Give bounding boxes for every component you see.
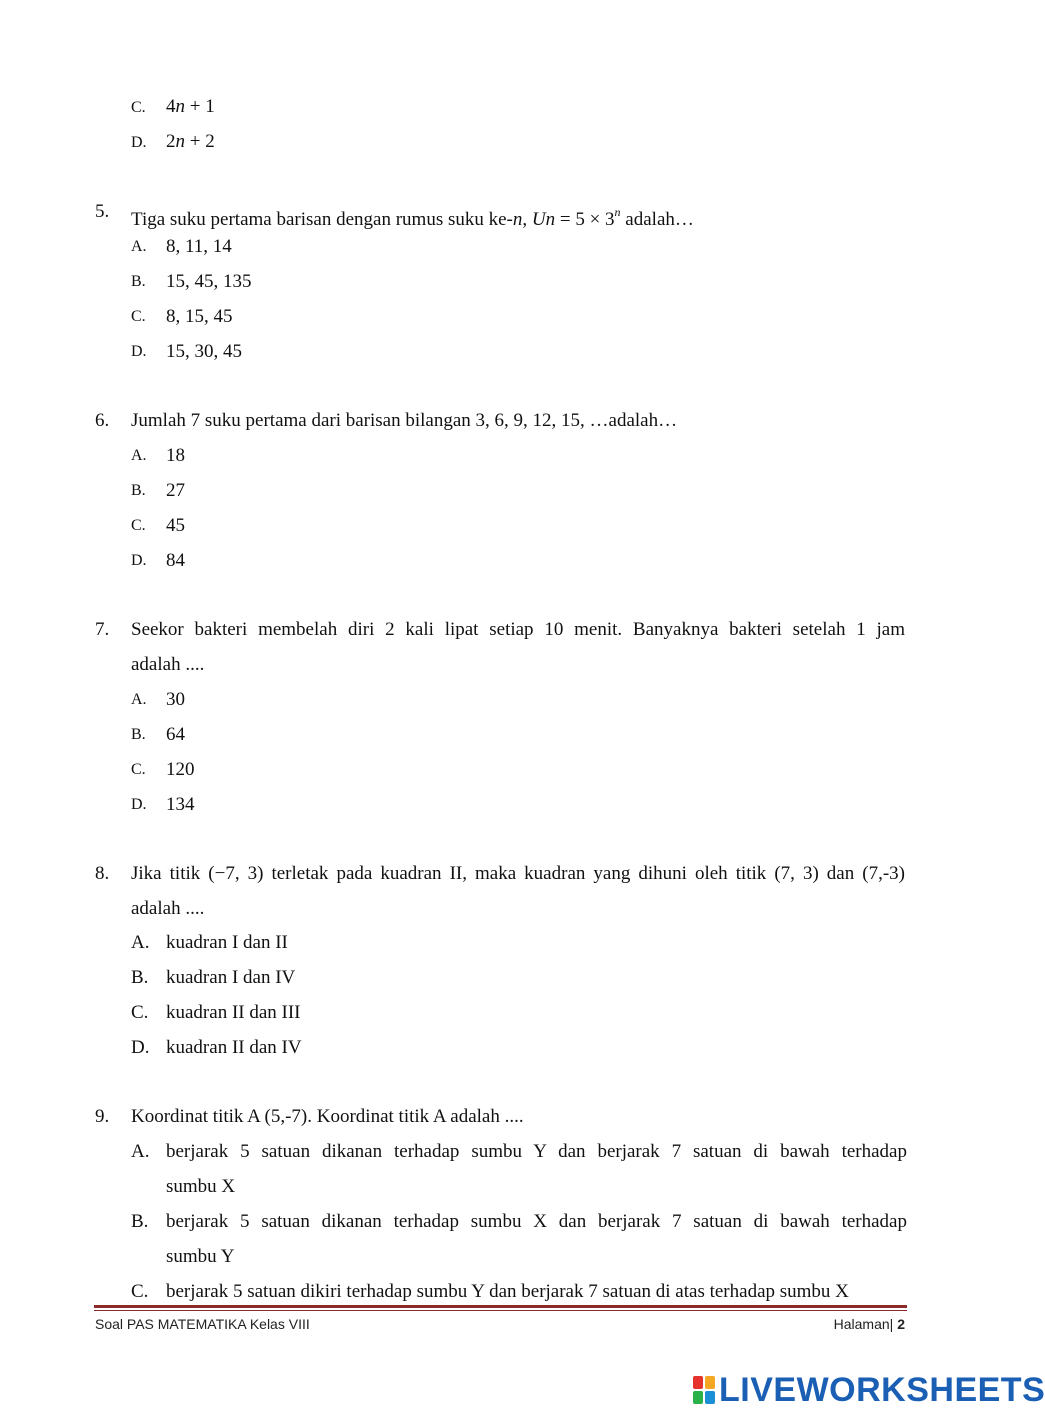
q6-option-b-letter[interactable]: B. <box>131 482 146 499</box>
q6-option-c-letter[interactable]: C. <box>131 517 146 534</box>
q8-option-a-letter[interactable]: A. <box>131 932 150 953</box>
brand-name: LIVEWORKSHEETS <box>719 1370 1045 1409</box>
footer-rule-thin <box>94 1310 907 1311</box>
q7-option-a-text[interactable]: 30 <box>166 689 185 710</box>
q6-option-d-letter[interactable]: D. <box>131 552 147 569</box>
q7-option-b-letter[interactable]: B. <box>131 726 146 743</box>
question-6-number: 6. <box>95 410 110 431</box>
prev-option-d-text: 2n + 2 <box>166 131 215 152</box>
question-7-number: 7. <box>95 619 110 640</box>
logo-square-4 <box>705 1391 715 1404</box>
q7-option-b-text[interactable]: 64 <box>166 724 185 745</box>
question-5-number: 5. <box>95 201 110 222</box>
q5-option-d-letter[interactable]: D. <box>131 343 147 360</box>
q6-option-c-text[interactable]: 45 <box>166 515 185 536</box>
question-9-number: 9. <box>95 1106 110 1127</box>
q5-option-c-letter[interactable]: C. <box>131 308 146 325</box>
q8-option-c-text[interactable]: kuadran II dan III <box>166 1002 301 1023</box>
liveworksheets-logo-icon <box>693 1376 715 1404</box>
q9-option-a-line2[interactable]: sumbu X <box>166 1176 236 1197</box>
logo-square-3 <box>693 1391 703 1404</box>
logo-square-1 <box>693 1376 703 1389</box>
q5-option-a-letter[interactable]: A. <box>131 238 147 255</box>
question-8-line1: Jika titik (−7, 3) terletak pada kuadran II, maka kuadran yang dihuni oleh titik (7, 3) dan (7,-3) <box>131 863 905 884</box>
q9-option-c-letter[interactable]: C. <box>131 1281 149 1302</box>
prev-option-c-text: 4n + 1 <box>166 96 215 117</box>
question-6-text: Jumlah 7 suku pertama dari barisan bilangan 3, 6, 9, 12, 15, …adalah… <box>131 410 678 431</box>
footer-rule-thick <box>94 1305 907 1308</box>
q9-option-a-line1[interactable]: berjarak 5 satuan dikanan terhadap sumbu Y dan berjarak 7 satuan di bawah terhadap <box>166 1141 907 1162</box>
question-7-line2: adalah .... <box>131 654 205 675</box>
q8-option-d-letter[interactable]: D. <box>131 1037 150 1058</box>
q5-option-b-letter[interactable]: B. <box>131 273 146 290</box>
q9-option-b-line2[interactable]: sumbu Y <box>166 1246 235 1267</box>
q8-option-b-text[interactable]: kuadran I dan IV <box>166 967 296 988</box>
footer-title: Soal PAS MATEMATIKA Kelas VIII <box>95 1316 310 1332</box>
q6-option-a-letter[interactable]: A. <box>131 447 147 464</box>
question-7-line1: Seekor bakteri membelah diri 2 kali lipat setiap 10 menit. Banyaknya bakteri setelah 1 jam <box>131 619 905 640</box>
q6-option-a-text[interactable]: 18 <box>166 445 185 466</box>
logo-square-2 <box>705 1376 715 1389</box>
prev-option-c: C. <box>131 99 146 116</box>
q8-option-a-text[interactable]: kuadran I dan II <box>166 932 288 953</box>
question-8-line2: adalah .... <box>131 898 205 919</box>
q5-option-d-text[interactable]: 15, 30, 45 <box>166 341 242 362</box>
question-8-number: 8. <box>95 863 110 884</box>
q5-option-b-text[interactable]: 15, 45, 135 <box>166 271 252 292</box>
page-number: 2 <box>897 1316 905 1332</box>
q5-option-a-text[interactable]: 8, 11, 14 <box>166 236 232 257</box>
q9-option-a-letter[interactable]: A. <box>131 1141 150 1162</box>
question-9-text: Koordinat titik A (5,-7). Koordinat titik A adalah .... <box>131 1106 524 1127</box>
q9-option-b-letter[interactable]: B. <box>131 1211 149 1232</box>
q7-option-c-letter[interactable]: C. <box>131 761 146 778</box>
q8-option-b-letter[interactable]: B. <box>131 967 149 988</box>
q8-option-d-text[interactable]: kuadran II dan IV <box>166 1037 302 1058</box>
q7-option-a-letter[interactable]: A. <box>131 691 147 708</box>
q9-option-b-line1[interactable]: berjarak 5 satuan dikanan terhadap sumbu X dan berjarak 7 satuan di bawah terhadap <box>166 1211 907 1232</box>
prev-option-d: D. <box>131 134 147 151</box>
q7-option-d-letter[interactable]: D. <box>131 796 147 813</box>
liveworksheets-brand <box>693 1372 1045 1408</box>
footer-page: Halaman| 2 <box>833 1316 905 1332</box>
question-5-text: Tiga suku pertama barisan dengan rumus suku ke-n, $Un = 5 \times 3^n$ adalah… <box>131 205 694 230</box>
q5-option-c-text[interactable]: 8, 15, 45 <box>166 306 233 327</box>
q8-option-c-letter[interactable]: C. <box>131 1002 149 1023</box>
q7-option-c-text[interactable]: 120 <box>166 759 195 780</box>
q9-option-c-line1[interactable]: berjarak 5 satuan dikiri terhadap sumbu Y dan berjarak 7 satuan di atas terhadap sumbu X <box>166 1281 849 1302</box>
q6-option-d-text[interactable]: 84 <box>166 550 185 571</box>
q6-option-b-text[interactable]: 27 <box>166 480 185 501</box>
q7-option-d-text[interactable]: 134 <box>166 794 195 815</box>
